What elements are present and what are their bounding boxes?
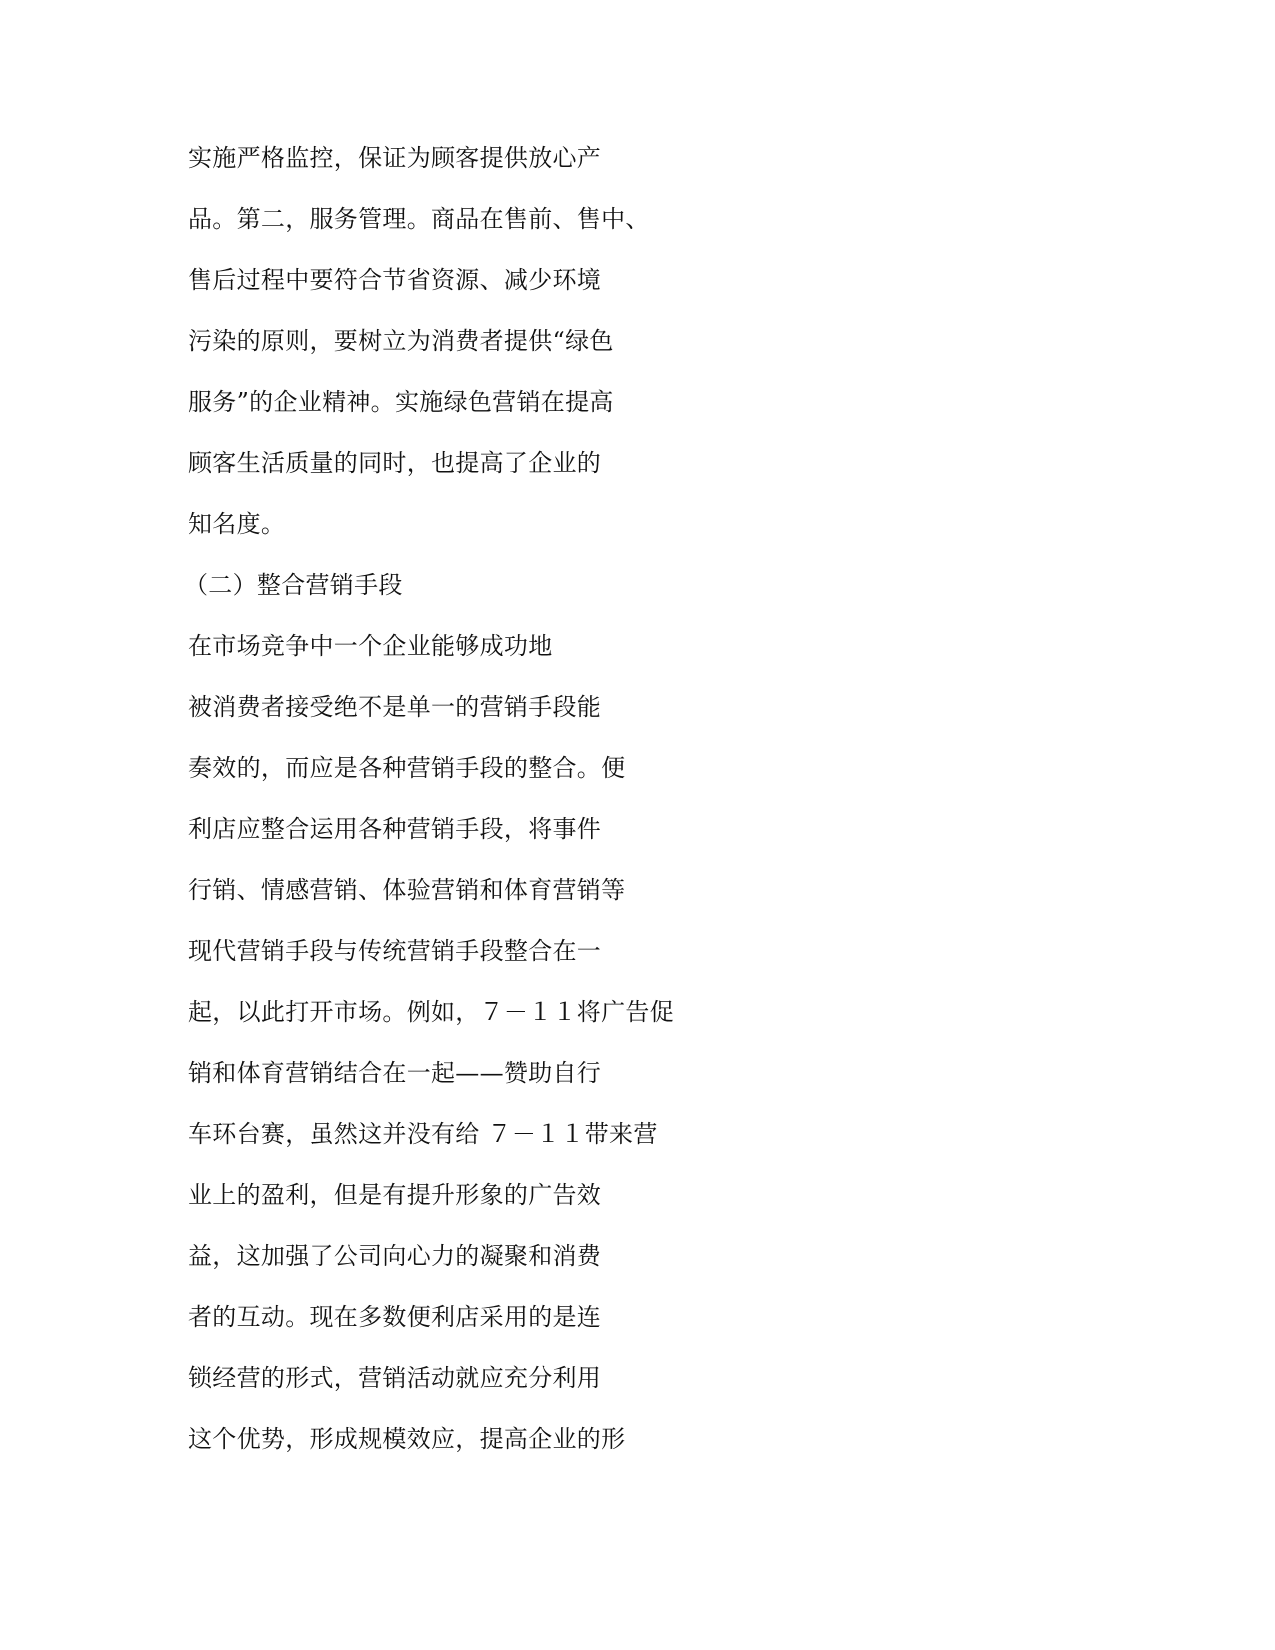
text-line: 起，以此打开市场。例如，７－１１将广告促: [188, 998, 674, 1026]
text-line: 知名度。: [188, 510, 286, 538]
text-line: 现代营销手段与传统营销手段整合在一: [188, 937, 602, 965]
body-text: [184, 143, 748, 1485]
text-line: 销和体育营销结合在一起——赞助自行: [188, 1059, 602, 1087]
text-line: 行销、情感营销、体验营销和体育营销等: [188, 876, 626, 904]
text-line: 在市场竞争中一个企业能够成功地: [188, 632, 553, 660]
text-line: 售后过程中要符合节省资源、减少环境: [188, 266, 602, 294]
text-line: 顾客生活质量的同时，也提高了企业的: [188, 449, 602, 477]
text-line: 益，这加强了公司向心力的凝聚和消费: [188, 1242, 602, 1270]
text-line: 服务”的企业精神。实施绿色营销在提高: [188, 388, 614, 416]
text-line: 者的互动。现在多数便利店采用的是连: [188, 1303, 602, 1331]
text-line: 这个优势，形成规模效应，提高企业的形: [188, 1425, 626, 1453]
text-line: 奏效的，而应是各种营销手段的整合。便: [188, 754, 626, 782]
text-line: 污染的原则，要树立为消费者提供“绿色: [188, 327, 614, 355]
text-line: 业上的盈利，但是有提升形象的广告效: [188, 1181, 602, 1209]
text-line: 品。第二，服务管理。商品在售前、售中、: [188, 205, 650, 233]
text-line: 被消费者接受绝不是单一的营销手段能: [188, 693, 602, 721]
text-line: 锁经营的形式，营销活动就应充分利用: [188, 1364, 602, 1392]
section-heading: （二）整合营销手段: [184, 571, 403, 599]
text-line: 车环台赛，虽然这并没有给 ７－１１带来营: [188, 1120, 658, 1148]
text-line: 实施严格监控，保证为顾客提供放心产: [188, 144, 602, 172]
text-line: 利店应整合运用各种营销手段，将事件: [188, 815, 602, 843]
